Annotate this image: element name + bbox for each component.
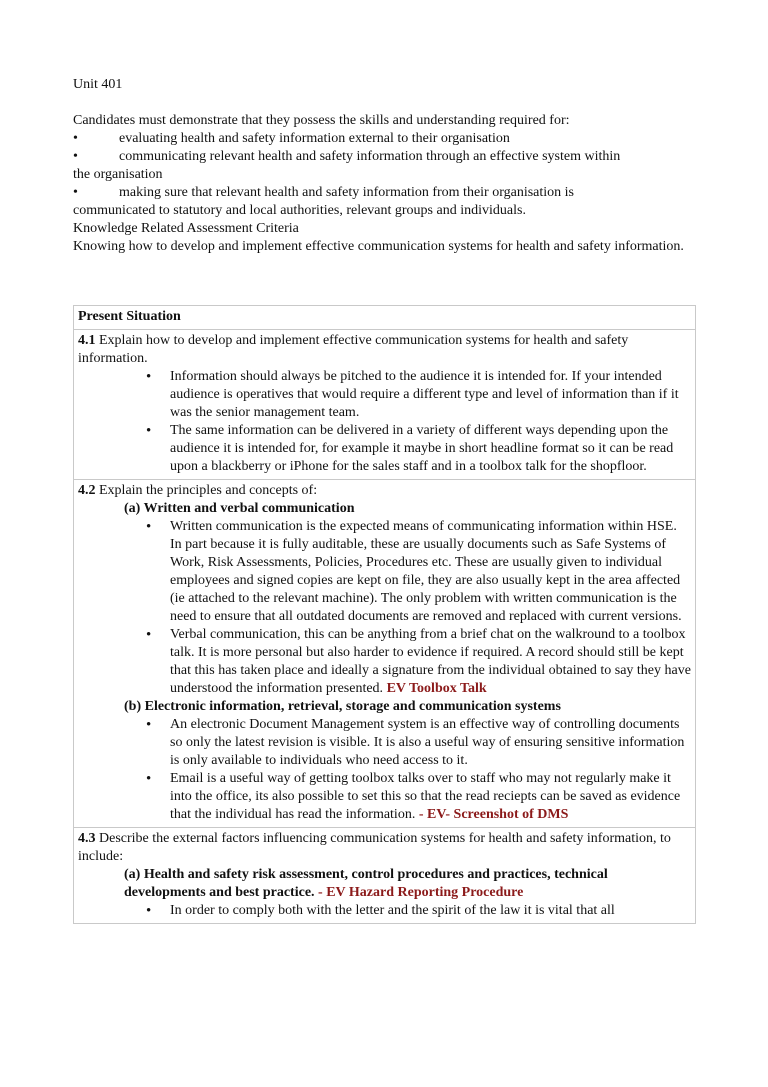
bullet-list bbox=[78, 518, 691, 698]
intro-bullet-continuation: communicated to statutory and local authorities, relevant groups and individuals. bbox=[73, 203, 526, 218]
table-header-row bbox=[74, 306, 696, 330]
subheading bbox=[78, 866, 691, 902]
criterion-4-1 bbox=[74, 330, 696, 480]
evidence-reference: - EV Hazard Reporting Procedure bbox=[318, 885, 524, 900]
list-item: • Written communication is the expected means of communicating information within HSE. In part because it is fully auditable, these are usually documents such as Safe Systems of Work, Risk Assessments, Policies, Procedures etc. These are usually given to individual employees and signed copies are kept on file, they are also usually kept in the area affected (ie attached to the relevant machine). The only problem with written communication is the need to ensure that all outdated documents are removed and replaced with current versions. bbox=[78, 518, 691, 626]
criterion-4-2 bbox=[74, 480, 696, 828]
evidence-reference: EV Toolbox Talk bbox=[386, 681, 487, 696]
list-item: • In order to comply both with the letter and the spirit of the law it is vital that all bbox=[78, 902, 691, 920]
criterion-number: 4.3 bbox=[78, 831, 96, 846]
list-item: • An electronic Document Management system is an effective way of controlling documents so only the latest revision is visible. It is also a useful way of ensuring sensitive information is only available to individuals who need access to it. bbox=[78, 716, 691, 770]
intro-bullet-continuation: the organisation bbox=[73, 167, 163, 182]
criterion-text: Explain the principles and concepts of: bbox=[95, 483, 318, 498]
intro-bullet-text: making sure that relevant health and safety information from their organisation is bbox=[119, 185, 574, 200]
intro-section bbox=[73, 76, 696, 256]
list-item bbox=[78, 626, 691, 698]
table-row bbox=[74, 828, 696, 924]
intro-bullet bbox=[73, 130, 696, 148]
criterion-number: 4.1 bbox=[78, 333, 96, 348]
unit-title: Unit 401 bbox=[73, 77, 123, 92]
bullet-list bbox=[78, 902, 691, 920]
table-row bbox=[74, 480, 696, 828]
list-item: • Information should always be pitched to the audience it is intended for. If your intended audience is operatives that would require a different type and level of information than if it was the senior management team. bbox=[78, 368, 691, 422]
list-item: • The same information can be delivered in a variety of different ways depending upon the audience it is intended for, for example it maybe in short headline format so it can be read upon a blackberry or iPhone for the sales staff and in a toolbox talk for the shopfloor. bbox=[78, 422, 691, 476]
list-item-text: Verbal communication, this can be anything from a brief chat on the walkround to a toolbox talk. It is more personal but also harder to evidence if required. A record should still be kept that this has taken place and ideally a signature from the individual obtained to say they have understood the information presented. bbox=[170, 627, 691, 696]
assessment-table bbox=[73, 305, 696, 924]
intro-bullet bbox=[73, 148, 696, 166]
bullet-list bbox=[78, 716, 691, 824]
subheading: (a) Written and verbal communication bbox=[124, 501, 355, 516]
subheading-text: (a) Health and safety risk assessment, control procedures and practices, technical developments and best practice. bbox=[124, 867, 608, 900]
intro-lead: Candidates must demonstrate that they possess the skills and understanding required for: bbox=[73, 113, 570, 128]
criterion-text: Describe the external factors influencing communication systems for health and safety information, to include: bbox=[78, 831, 671, 864]
intro-paragraph: Knowing how to develop and implement effective communication systems for health and safety information. bbox=[73, 239, 684, 254]
list-item-text: Email is a useful way of getting toolbox talks over to staff who may not regularly make it into the office, its also possible to set this so that the read reciepts can be saved as evidence that the individual has read the information. bbox=[170, 771, 681, 822]
table-row bbox=[74, 330, 696, 480]
table-header-cell: Present Situation bbox=[74, 306, 696, 330]
bullet-glyph: • bbox=[73, 131, 78, 146]
intro-bullet-text: communicating relevant health and safety information through an effective system within bbox=[119, 149, 621, 164]
criterion-4-3 bbox=[74, 828, 696, 924]
criterion-number: 4.2 bbox=[78, 483, 96, 498]
intro-bullet-text: evaluating health and safety information external to their organisation bbox=[119, 131, 510, 146]
list-item bbox=[78, 770, 691, 824]
bullet-glyph: • bbox=[73, 149, 78, 164]
evidence-reference: - EV- Screenshot of DMS bbox=[418, 807, 569, 822]
intro-bullet bbox=[73, 184, 696, 202]
bullet-glyph: • bbox=[73, 185, 78, 200]
section-heading: Knowledge Related Assessment Criteria bbox=[73, 221, 299, 236]
subheading: (b) Electronic information, retrieval, storage and communication systems bbox=[124, 699, 561, 714]
criterion-text: Explain how to develop and implement effective communication systems for health and safety information. bbox=[78, 333, 629, 366]
bullet-list bbox=[78, 368, 691, 476]
